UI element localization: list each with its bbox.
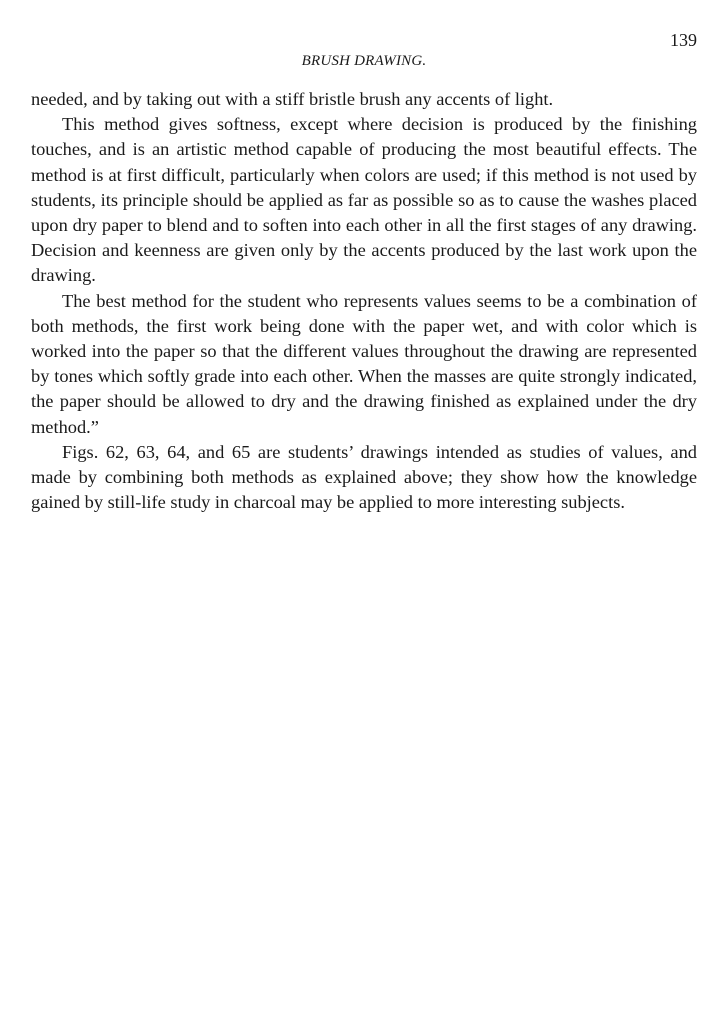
paragraph-continued: needed, and by taking out with a stiff bristle brush any accents of light. <box>31 89 554 109</box>
paragraph: Figs. 62, 63, 64, and 65 are students’ drawings intended as studies of values, and made by combining both methods as explained above; they show how the knowledge gained by still-life study in charcoal may be applied to more interesting subjects. <box>31 441 697 513</box>
body-text <box>31 87 697 515</box>
running-head: BRUSH DRAWING. <box>301 53 427 69</box>
page-number: 139 <box>670 30 697 50</box>
paragraph: The best method for the student who represents values seems to be a combination of both methods, the first work being done with the paper wet, and with color which is worked into the paper so that the different values throughout the drawing are represented by tones which softly grade into each other. When the masses are quite strongly indicated, the paper should be allowed to dry and the drawing finished as explained under the dry method.” <box>31 290 697 437</box>
paragraph: This method gives softness, except where decision is produced by the finishing touches, and is an artistic method capable of producing the most beautiful effects. The method is at first difficult, particularly when colors are used; if this method is not used by students, its principle should be applied as far as possible so as to cause the washes placed upon dry paper to blend and to soften into each other in all the first stages of any drawing. Decision and keenness are given only by the accents produced by the last work upon the drawing. <box>31 114 697 286</box>
